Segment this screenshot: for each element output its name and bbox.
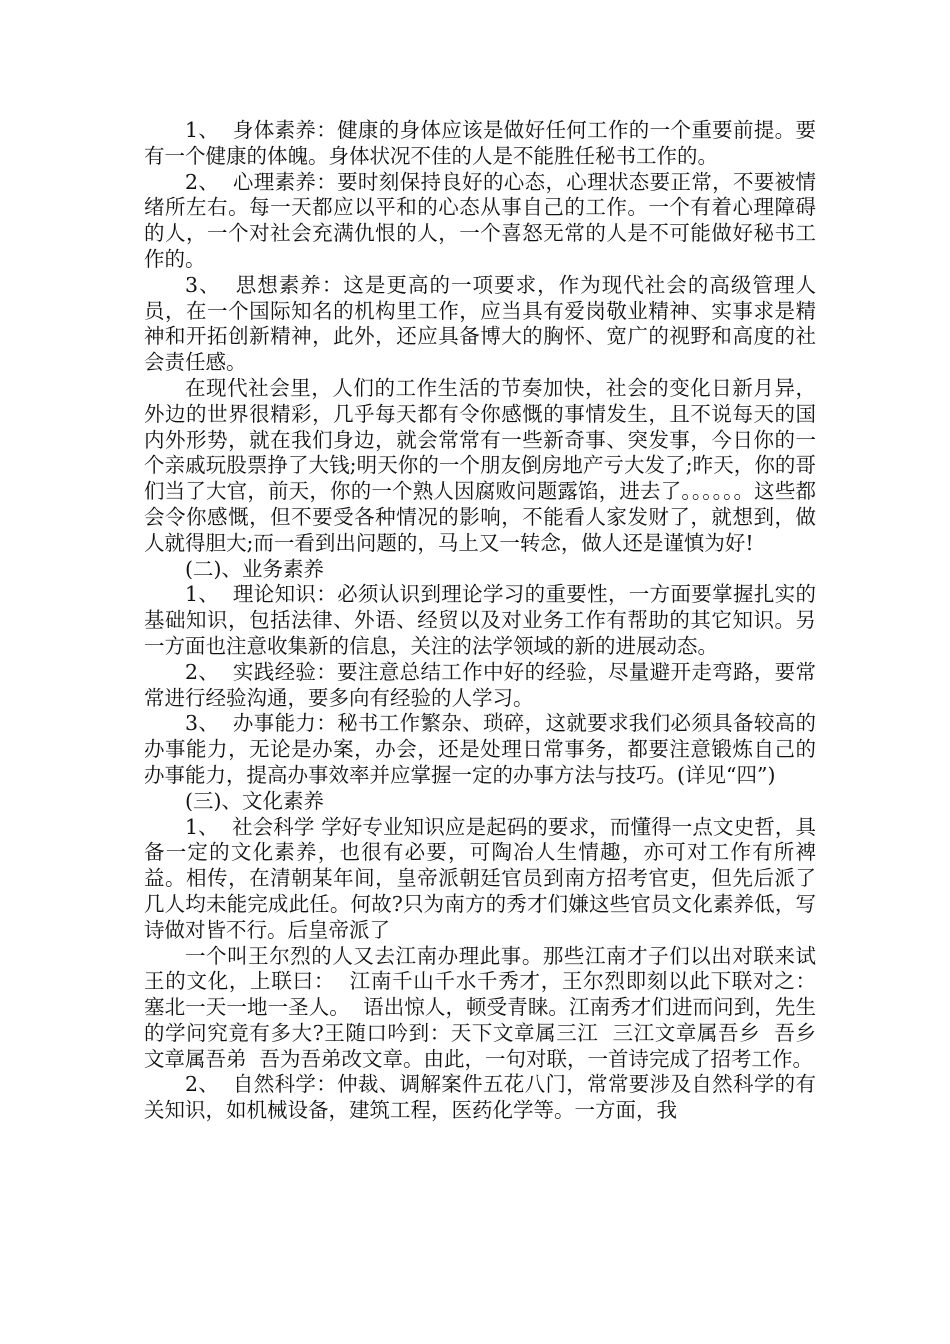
section-heading-culture: (三)、文化素养 — [185, 788, 324, 813]
paragraph-wang-erlie: 一个叫王尔烈的人又去江南办理此事。那些江南才子们以出对联来试王的文化，上联曰： 江南千山千水千秀才，王尔烈即刻以此下联对之： 塞北一天一地一圣人。 语出惊人，顿受青睐。江南秀才们进而问到，先生的学问究竟有多大?王随口吟到：天下文章属三江 三江文章属吾乡 吾乡文章属吾弟 吾为吾弟改文章。由此，一句对联，一首诗完成了招考工作。 — [144, 943, 830, 1071]
document-page — [144, 118, 830, 1124]
paragraph-physical: 1、 身体素养：健康的身体应该是做好任何工作的一个重要前提。要有一个健康的体魄。身体状况不佳的人是不能胜任秘书工作的。 — [144, 118, 816, 168]
paragraph-natural-science: 2、 自然科学：仲裁、调解案件五花八门，常常要涉及自然科学的有关知识，如机械设备，建筑工程，医药化学等。一方面，我 — [144, 1072, 816, 1123]
paragraph-modern-society: 在现代社会里，人们的工作生活的节奏加快，社会的变化日新月异，外边的世界很精彩，几乎每天都有令你感慨的事情发生，且不说每天的国内外形势，就在我们身边，就会常常有一些新奇事、突发事，今日你的一个亲戚玩股票挣了大钱;明天你的一个朋友倒房地产亏大发了;昨天，你的哥们当了大官，前天，你的一个熟人因腐败问题露馅，进去了。。。。。。这些都会令你感慨，但不要受各种情况的影响，不能看人家发财了，就想到，做人就得胆大;而一看到出问题的，马上又一转念，做人还是谨慎为好! — [144, 375, 816, 555]
paragraph-ability: 3、 办事能力：秘书工作繁杂、琐碎，这就要求我们必须具备较高的办事能力，无论是办案，办会，还是处理日常事务，都要注意锻炼自己的办事能力，提高办事效率并应掌握一定的办事方法与技巧。(详见“四”) — [144, 711, 816, 787]
section-heading-business: (二)、业务素养 — [185, 556, 324, 581]
paragraph-ideological: 3、 思想素养：这是更高的一项要求，作为现代社会的高级管理人员，在一个国际知名的机构里工作，应当具有爱岗敬业精神、实事求是精神和开拓创新精神，此外，还应具备博大的胸怀、宽广的视野和高度的社会责任感。 — [144, 272, 816, 375]
paragraph-psychological: 2、 心理素养：要时刻保持良好的心态，心理状态要正常，不要被情绪所左右。每一天都应以平和的心态从事自己的工作。一个有着心理障碍的人，一个对社会充满仇恨的人，一个喜怒无常的人是不可能做好秘书工作的。 — [144, 169, 816, 271]
paragraph-social-science: 1、 社会科学 学好专业知识应是起码的要求，而懂得一点文史哲，具备一定的文化素养，也很有必要，可陶冶人生情趣，亦可对工作有所裨益。相传，在清朝某年间，皇帝派朝廷官员到南方招考官吏，但先后派了几人均未能完成此任。何故?只为南方的秀才们嫌这些官员文化素养低，写诗做对皆不行。后皇帝派了 — [144, 814, 816, 942]
paragraph-theory: 1、 理论知识：必须认识到理论学习的重要性，一方面要掌握扎实的基础知识，包括法律、外语、经贸以及对业务工作有帮助的其它知识。另一方面也注意收集新的信息，关注的法学领域的新的进展动态。 — [144, 582, 816, 658]
paragraph-practice: 2、 实践经验：要注意总结工作中好的经验，尽量避开走弯路，要常常进行经验沟通，要多向有经验的人学习。 — [144, 659, 816, 710]
